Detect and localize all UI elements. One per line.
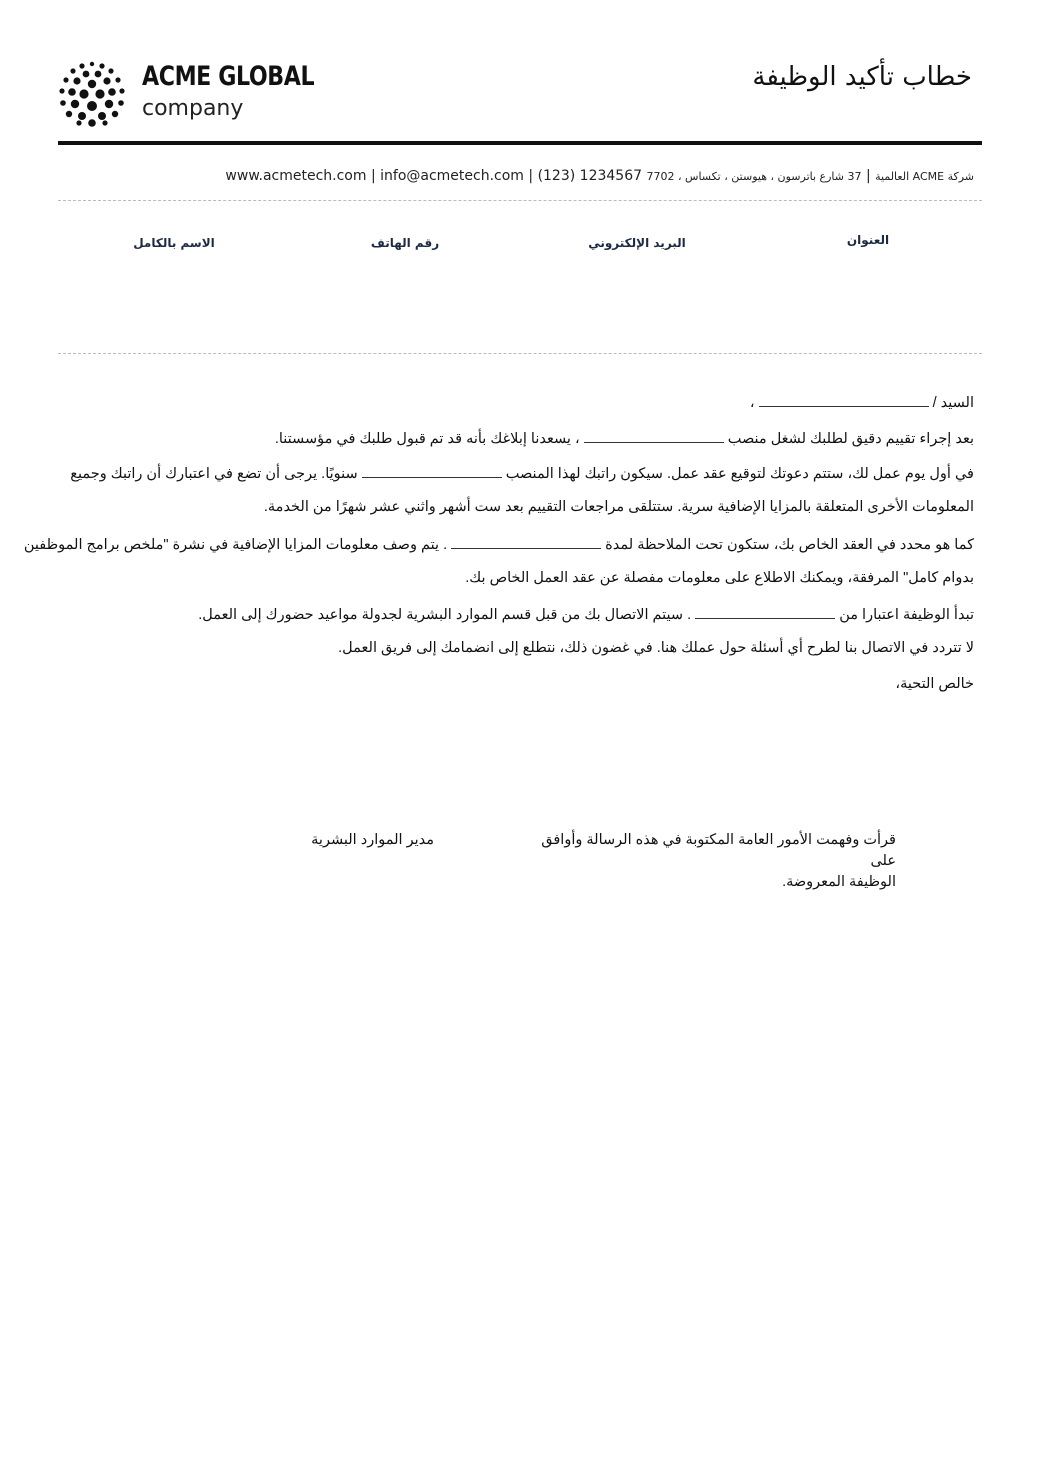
salutation: [750, 393, 974, 411]
header-divider: [58, 141, 982, 145]
employee-acknowledgement: [516, 830, 896, 893]
closing-text: خالص التحية،: [895, 676, 974, 692]
field-email-label: البريد الإلكتروني: [588, 236, 686, 250]
paragraph-text: بعد إجراء تقييم دقيق لطلبك لشغل منصب: [727, 431, 974, 447]
paragraph-text: في أول يوم عمل لك، ستتم دعوتك لتوقيع عقد عمل. سيكون راتبك لهذا المنصب: [505, 466, 974, 482]
dashed-divider: [58, 353, 982, 354]
paragraph-text: سنويًا. يرجى أن تضع في اعتبارك أن راتبك وجميع: [70, 466, 358, 482]
paragraph-text: بدوام كامل" المرفقة، ويمكنك الاطلاع على معلومات مفصلة عن عقد العمل الخاص بك.: [465, 570, 974, 586]
contact-line: [225, 168, 974, 184]
paragraph-text: . يتم وصف معلومات المزايا الإضافية في نشرة "ملخص برامج الموظفين: [23, 537, 448, 553]
separator: |: [523, 168, 534, 184]
paragraph-start-date: [198, 605, 974, 623]
start-date-blank[interactable]: [695, 605, 835, 619]
paragraph-text: لا تتردد في الاتصال بنا لطرح أي أسئلة حول عملك هنا. في غضون ذلك، نتطلع إلى انضمامك إلى فريق العمل.: [338, 640, 974, 656]
paragraph-text: تبدأ الوظيفة اعتبارا من: [839, 607, 974, 623]
acknowledgement-line: الوظيفة المعروضة.: [782, 874, 896, 890]
paragraph-contact: [338, 640, 974, 656]
company-website[interactable]: www.acmetech.com: [225, 168, 367, 184]
company-phone: (123) 1234567: [537, 168, 643, 184]
acknowledgement-line: قرأت وفهمت الأمور العامة المكتوبة في هذه الرسالة وأوافق على: [541, 832, 896, 869]
salutation-comma: ،: [749, 395, 755, 411]
field-phone-label: رقم الهاتف: [370, 236, 440, 250]
company-address: 37 شارع باترسون ، هيوستن ، تكساس ، 7702: [646, 170, 862, 183]
salutation-label: السيد /: [932, 395, 974, 411]
paragraph-salary: [68, 464, 974, 482]
paragraph-text: . سيتم الاتصال بك من قبل قسم الموارد البشرية لجدولة مواعيد حضورك إلى العمل.: [198, 607, 692, 623]
page-title: خطاب تأكيد الوظيفة: [752, 62, 972, 92]
dashed-divider: [58, 200, 982, 201]
paragraph-probation: [24, 535, 974, 553]
paragraph-text: ، يسعدنا إبلاغك بأنه قد تم قبول طلبك في مؤسستنا.: [274, 431, 580, 447]
company-name: شركة ACME العالمية: [875, 170, 974, 183]
paragraph-position: [275, 429, 974, 447]
salary-blank[interactable]: [362, 464, 502, 478]
dots-sphere-logo-icon: [58, 60, 126, 128]
logo-subtitle: company: [142, 96, 244, 121]
hr-manager-label: مدير الموارد البشرية: [311, 832, 434, 848]
paragraph-text: كما هو محدد في العقد الخاص بك، ستكون تحت الملاحظة لمدة: [605, 537, 974, 553]
field-fullname-label: الاسم بالكامل: [133, 236, 215, 250]
separator: |: [861, 168, 871, 184]
closing: [895, 676, 974, 692]
position-blank[interactable]: [584, 429, 724, 443]
paragraph-text: المعلومات الأخرى المتعلقة بالمزايا الإضافية سرية. ستتلقى مراجعات التقييم بعد ست أشهر واثني عشر شهرًا من الخدمة.: [263, 499, 974, 515]
company-email[interactable]: info@acmetech.com: [380, 168, 524, 184]
field-address-label: العنوان: [846, 233, 890, 247]
company-logo: [58, 58, 318, 130]
recipient-name-blank[interactable]: [759, 393, 929, 407]
probation-period-blank[interactable]: [451, 535, 601, 549]
separator: |: [370, 168, 381, 184]
paragraph-salary-cont: [264, 499, 974, 515]
logo-name: ACME GLOBAL: [142, 61, 315, 92]
logo-wordmark: [142, 60, 352, 122]
hr-manager-signature: [234, 830, 434, 851]
paragraph-probation-cont: [465, 570, 974, 586]
